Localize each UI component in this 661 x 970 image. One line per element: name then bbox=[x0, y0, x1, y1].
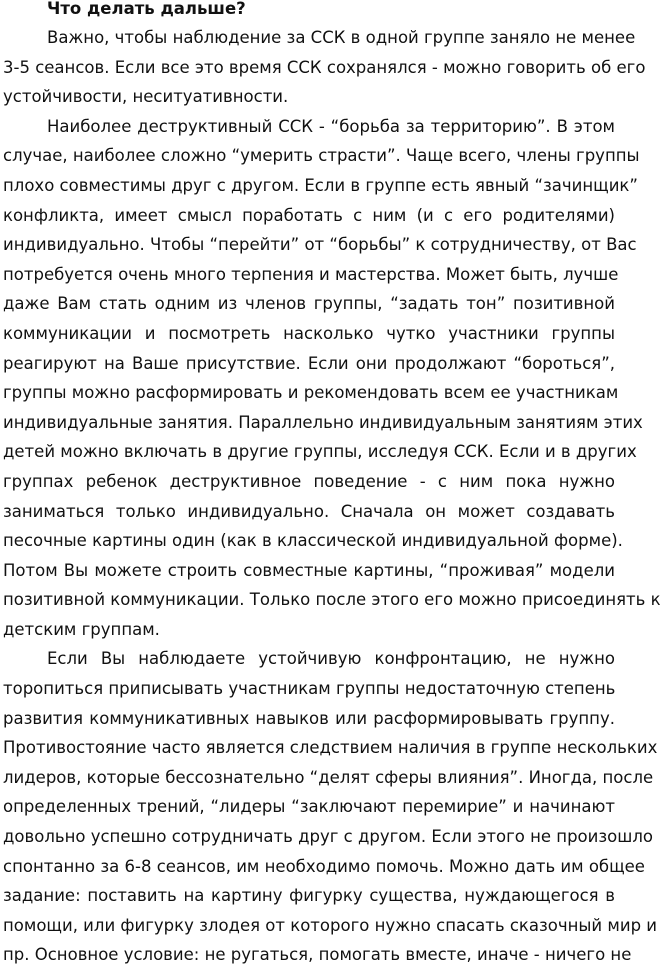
text-line: задание: поставить на картину фигурку существа, нуждающегося в bbox=[3, 886, 615, 906]
text-line: Если Вы наблюдаете устойчивую конфронтацию, не нужно bbox=[47, 649, 615, 669]
text-line: определенных трений, “лидеры “заключают перемирие” и начинают bbox=[3, 797, 615, 817]
text-line: Наиболее деструктивный ССК - “борьба за территорию”. В этом bbox=[47, 116, 615, 136]
text-line: устойчивости, неситуативности. bbox=[3, 87, 289, 107]
text-line: довольно успешно сотрудничать друг с другом. Если этого не произошло bbox=[3, 827, 653, 847]
text-line: случае, наиболее сложно “умерить страсти”. Чаще всего, члены группы bbox=[3, 146, 640, 166]
text-line: индивидуально. Чтобы “перейти” от “борьбы” к сотрудничеству, от Вас bbox=[3, 235, 637, 255]
text-line: Потом Вы можете строить совместные картины, “проживая” модели bbox=[3, 560, 615, 580]
text-line: конфликта, имеет смысл поработать с ним (и с его родителями) bbox=[3, 205, 615, 225]
text-line: развития коммуникативных навыков или расформировывать группу. bbox=[3, 708, 615, 728]
text-line: лидеров, которые бессознательно “делят сферы влияния”. Иногда, после bbox=[3, 767, 654, 787]
paragraph-1 bbox=[3, 23, 646, 112]
text-line: группы можно расформировать и рекомендовать всем ее участникам bbox=[3, 383, 619, 403]
text-line: Противостояние часто является следствием наличия в группе нескольких bbox=[3, 738, 658, 758]
text-line: детским группам. bbox=[3, 619, 160, 639]
text-line: потребуется очень много терпения и мастерства. Может быть, лучше bbox=[3, 264, 619, 284]
text-line: позитивной коммуникации. Только после этого его можно присоединять к bbox=[3, 590, 661, 610]
text-line: индивидуальные занятия. Параллельно индивидуальным занятиям этих bbox=[3, 412, 643, 432]
text-line: плохо совместимы друг с другом. Если в группе есть явный “зачинщик” bbox=[3, 175, 638, 195]
section-heading: Что делать дальше? bbox=[47, 0, 246, 18]
text-line: даже Вам стать одним из членов группы, “задать тон” позитивной bbox=[3, 294, 615, 314]
paragraph-2 bbox=[3, 112, 661, 645]
text-line: торопиться приписывать участникам группы недостаточную степень bbox=[3, 679, 616, 699]
text-line: 3-5 сеансов. Если все это время ССК сохранялся - можно говорить об его bbox=[3, 57, 646, 77]
text-line: детей можно включать в другие группы, исследуя ССК. Если и в других bbox=[3, 442, 637, 462]
text-line: песочные картины один (как в классической индивидуальной форме). bbox=[3, 531, 623, 551]
text-line: спонтанно за 6-8 сеансов, им необходимо помочь. Можно дать им общее bbox=[3, 856, 645, 876]
text-line: заниматься только индивидуально. Сначала он может создавать bbox=[3, 501, 615, 521]
text-line: реагируют на Ваше присутствие. Если они продолжают “бороться”, bbox=[3, 353, 615, 373]
paragraph-3 bbox=[3, 644, 658, 970]
text-line: группах ребенок деструктивное поведение - с ним пока нужно bbox=[3, 471, 615, 491]
text-line: пр. Основное условие: не ругаться, помогать вместе, иначе - ничего не bbox=[3, 945, 632, 965]
document-body bbox=[3, 23, 661, 970]
text-line: коммуникации и посмотреть насколько чутко участники группы bbox=[3, 323, 615, 343]
text-line: Важно, чтобы наблюдение за ССК в одной группе заняло не менее bbox=[47, 28, 636, 47]
text-line: помощи, или фигурку злодея от которого нужно спасать сказочный мир и bbox=[3, 915, 658, 935]
